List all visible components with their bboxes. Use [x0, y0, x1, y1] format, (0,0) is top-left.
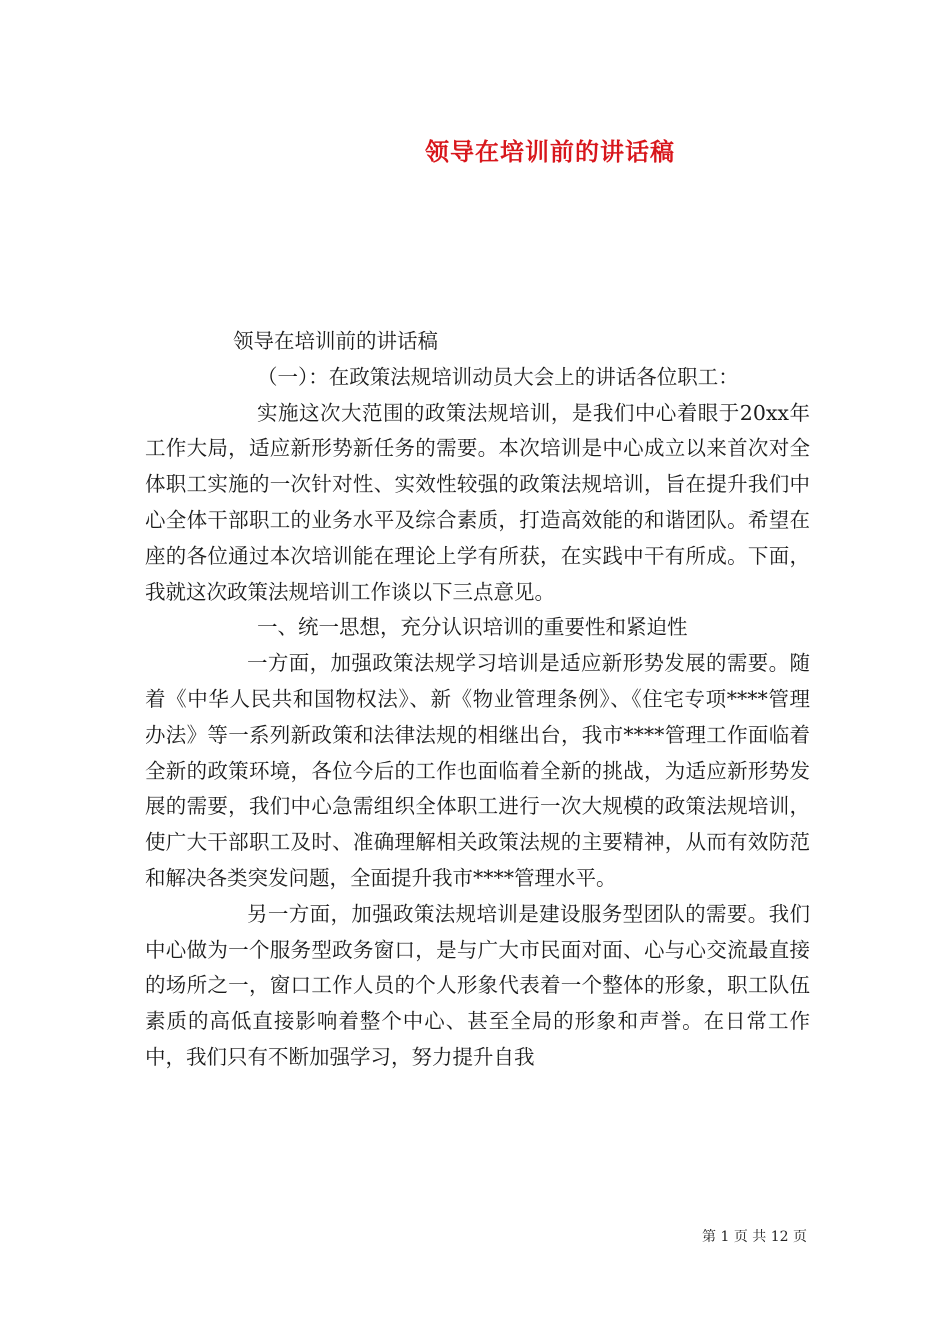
heading-1: 一、统一思想，充分认识培训的重要性和紧迫性	[257, 615, 688, 640]
page-number: 第 1 页 共 12 页	[702, 1229, 807, 1245]
section-intro: （一）：在政策法规培训动员大会上的讲话各位职工：	[257, 364, 739, 389]
paragraph-3: 另一方面，加强政策法规培训是建设服务型团队的需要。我们中心做为一个服务型政务窗口，是与广大市民面对面、心与心交流最直接的场所之一，窗口工作人员的个人形象代表着一个整体的形象，职工队伍素质的高低直接影响着整个中心、甚至全局的形象和声誉。在日常工作中，我们只有不断加强学习，努力提升自我	[145, 901, 810, 1069]
document-title: 领导在培训前的讲话稿	[425, 137, 675, 166]
paragraph-2: 一方面，加强政策法规学习培训是适应新形势发展的需要。随着《中华人民共和国物权法》、新《物业管理条例》、《住宅专项****管理办法》等一系列新政策和法律法规的相继出台，我市****管理工作面临着全新的政策环境，各位今后的工作也面临着全新的挑战，为适应新形势发展的需要，我们中心急需组织全体职工进行一次大规模的政策法规培训，使广大干部职工及时、准确理解相关政策法规的主要精神，从而有效防范和解决各类突发问题，全面提升我市****管理水平。	[145, 651, 810, 890]
paragraph-1: 实施这次大范围的政策法规培训，是我们中心着眼于20xx年工作大局，适应新形势新任务的需要。本次培训是中心成立以来首次对全体职工实施的一次针对性、实效性较强的政策法规培训，旨在提升我们中心全体干部职工的业务水平及综合素质，打造高效能的和谐团队。希望在座的各位通过本次培训能在理论上学有所获，在实践中干有所成。下面，我就这次政策法规培训工作谈以下三点意见。	[145, 400, 810, 604]
subtitle-line: 领导在培训前的讲话稿	[233, 329, 438, 353]
document-body	[145, 324, 810, 1076]
